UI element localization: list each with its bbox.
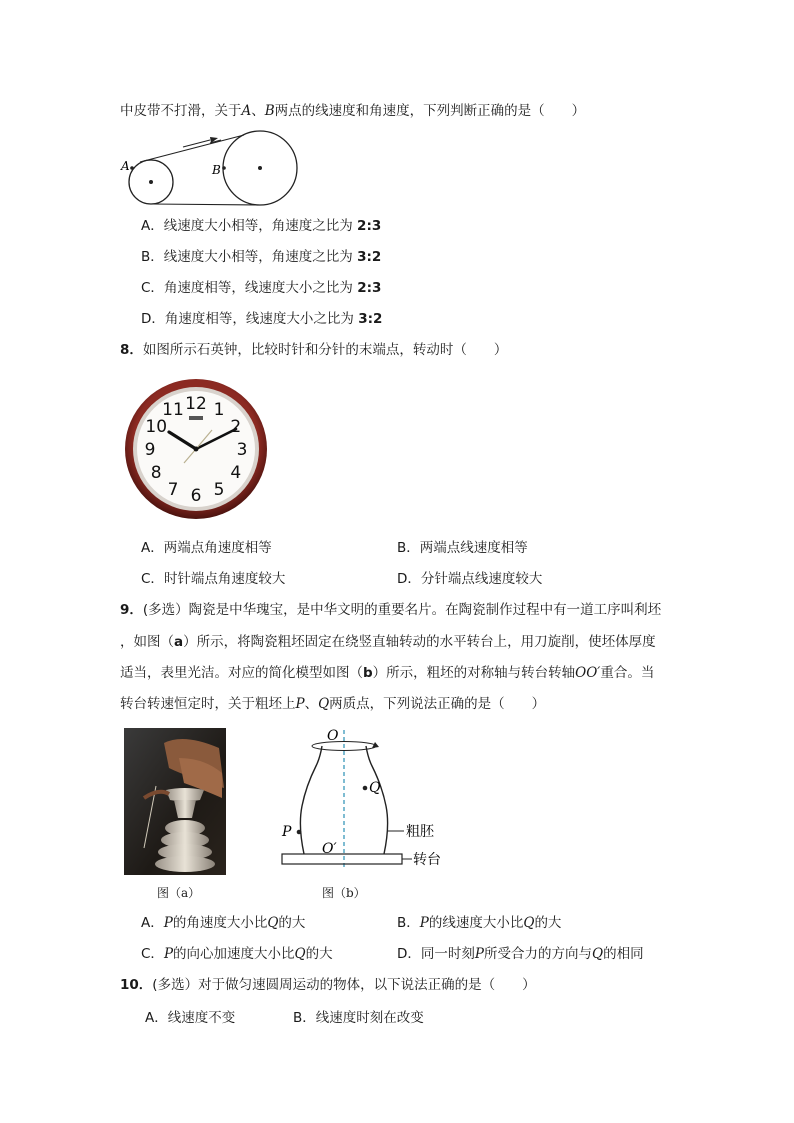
q8-option-b: B．两端点线速度相等 [397,540,528,556]
clock-numeral: 1 [213,400,225,421]
clock-numeral: 2 [230,417,242,437]
belt-label-a: A [121,159,130,173]
q8-option-a: A．两端点角速度相等 [141,540,272,556]
q9-stem-line4: 转台转速恒定时，关于粗坯上P、Q两质点，下列说法正确的是（ ） [120,696,546,712]
q8-option-d: D．分针端点线速度较大 [397,571,543,587]
q8-stem: 8．如图所示石英钟，比较时针和分针的末端点，转动时（ ） [120,342,508,358]
q8-option-c: C．时针端点角速度较大 [141,571,286,587]
q7-option-d: D．角速度相等，线速度大小之比为 3:2 [141,311,383,327]
q9-stem-line3: 适当，表里光洁。对应的简化模型如图（b）所示，粗坯的对称轴与转台转轴OO′重合。当 [120,665,655,681]
label-q: Q [369,780,381,796]
q9-option-b: B．P的线速度大小比Q的大 [397,915,562,931]
clock-numeral: 5 [213,479,225,500]
label-p: P [282,824,292,840]
q9-stem-line2: ，如图（a）所示，将陶瓷粗坯固定在绕竖直轴转动的水平转台上，用刀旋削，使坯体厚度 [120,634,656,650]
clock-numeral: 11 [162,400,184,421]
q9-option-d: D．同一时刻P所受合力的方向与Q的相同 [397,946,644,962]
belt-pulley-figure [118,130,304,210]
clock-numeral: 4 [230,463,242,483]
pottery-model-figure [276,726,446,874]
q7-stem: 中皮带不打滑，关于A、B两点的线速度和角速度，下列判断正确的是（ ） [120,103,586,119]
label-turntable: 转台 [413,852,441,868]
q7-option-b: B．线速度大小相等，角速度之比为 3:2 [141,249,382,265]
pottery-photo [124,728,226,875]
q10-option-b: B．线速度时刻在改变 [293,1010,424,1026]
q10-option-a: A．线速度不变 [145,1010,236,1026]
q9-option-c: C．P的向心加速度大小比Q的大 [141,946,333,962]
clock-numeral: 9 [144,440,156,460]
clock-numeral: 7 [167,479,179,500]
caption-figure-b: 图（b） [322,886,366,900]
q7-option-c: C．角速度相等，线速度大小之比为 2:3 [141,280,382,296]
q7-option-a: A．线速度大小相等，角速度之比为 2:3 [141,218,382,234]
label-o-bottom: O′ [322,841,337,857]
q10-stem: 10．(多选）对于做匀速圆周运动的物体，以下说法正确的是（ ） [120,977,536,993]
label-blank: 粗胚 [406,824,434,840]
clock-numeral: 3 [236,440,248,460]
clock-numeral: 10 [145,417,168,437]
clock-numeral: 6 [190,486,202,506]
clock-numeral: 12 [185,394,207,414]
q9-stem-line1: 9．(多选）陶瓷是中华瑰宝，是中华文明的重要名片。在陶瓷制作过程中有一道工序叫利坯 [120,602,662,618]
quartz-clock-figure [124,378,268,520]
caption-figure-a: 图（a） [157,886,201,900]
belt-label-b: B [212,163,221,177]
clock-numeral: 8 [150,463,162,483]
q9-option-a: A．P的角速度大小比Q的大 [141,915,306,931]
label-o-top: O [327,728,339,744]
